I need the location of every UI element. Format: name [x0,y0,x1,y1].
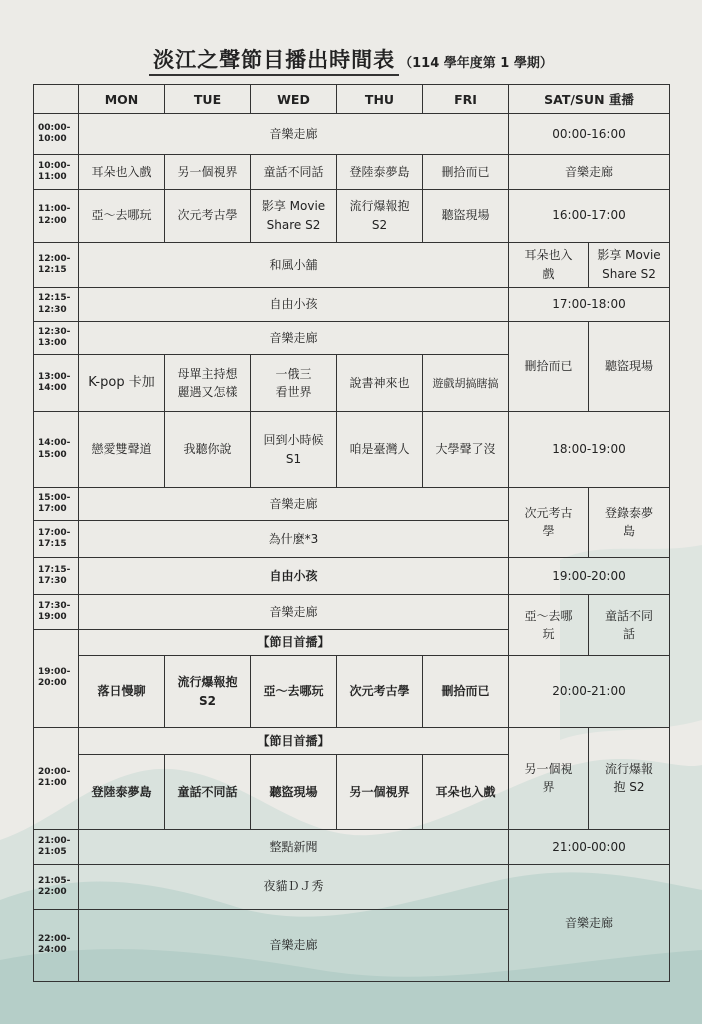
program-cell: 音樂走廊 [79,114,509,155]
program-cell: 流行爆報抱 S2 [165,656,251,727]
program-cell: 另一個視界 [337,755,423,830]
time-cell: 12:00- 12:15 [34,242,79,288]
weekend-slot: 音樂走廊 [509,155,670,190]
program-cell: 刪拾而已 [423,656,509,727]
time-cell: 12:30- 13:00 [34,321,79,355]
program-cell: 落日慢聊 [79,656,165,727]
schedule-table [33,84,670,982]
program-cell: 聽盜現場 [423,189,509,242]
time-cell: 21:00- 21:05 [34,830,79,865]
weekend-program: 耳朵也入 戲 [509,242,589,288]
weekend-program: 童話不同 話 [589,595,670,656]
time-cell: 21:05- 22:00 [34,864,79,909]
program-cell: 次元考古學 [337,656,423,727]
time-cell: 14:00- 15:00 [34,412,79,487]
row-1000 [34,155,670,190]
header-row [34,85,670,114]
header-tue: TUE [165,85,251,114]
row-1215 [34,288,670,322]
program-cell: 耳朵也入戲 [423,755,509,830]
weekend-slot: 00:00-16:00 [509,114,670,155]
time-cell: 00:00- 10:00 [34,114,79,155]
row-1900 [34,656,670,727]
weekend-slot: 21:00-00:00 [509,830,670,865]
row-1100 [34,189,670,242]
program-cell: 耳朵也入戲 [79,155,165,190]
row-1500 [34,487,670,521]
weekend-program: 次元考古 學 [509,487,589,557]
program-cell: 回到小時候 S1 [251,412,337,487]
program-cell: 登陸泰夢島 [337,155,423,190]
time-cell: 17:00- 17:15 [34,521,79,558]
time-cell: 22:00- 24:00 [34,909,79,981]
weekend-slot: 18:00-19:00 [509,412,670,487]
program-cell: 大學聲了沒 [423,412,509,487]
row-1230 [34,321,670,355]
program-cell: 音樂走廊 [79,321,509,355]
program-cell: 自由小孩 [79,557,509,595]
time-cell: 17:15- 17:30 [34,557,79,595]
program-cell: 次元考古學 [165,189,251,242]
time-cell: 12:15- 12:30 [34,288,79,322]
weekend-slot: 20:00-21:00 [509,656,670,727]
program-cell: 刪拾而已 [423,155,509,190]
program-cell: 另一個視界 [165,155,251,190]
program-cell: 為什麼*3 [79,521,509,558]
program-cell: 亞～去哪玩 [79,189,165,242]
time-cell: 13:00- 14:00 [34,355,79,412]
program-cell: 音樂走廊 [79,487,509,521]
header-fri: FRI [423,85,509,114]
program-cell: 童話不同話 [251,155,337,190]
program-cell: 一俄三 看世界 [251,355,337,412]
row-2100 [34,830,670,865]
weekend-slot: 16:00-17:00 [509,189,670,242]
program-cell: 夜貓ＤＪ秀 [79,864,509,909]
program-cell: 流行爆報抱 S2 [337,189,423,242]
subtitle-text: （114 學年度第 1 學期） [399,56,553,71]
program-cell: 整點新聞 [79,830,509,865]
row-1730 [34,595,670,630]
time-cell: 17:30- 19:00 [34,595,79,630]
weekend-program: 影享 Movie Share S2 [589,242,670,288]
weekend-program: 聽盜現場 [589,321,670,411]
time-cell: 15:00- 17:00 [34,487,79,521]
weekend-program: 刪拾而已 [509,321,589,411]
title-text: 淡江之聲節目播出時間表 [149,48,399,76]
program-cell: 說書神來也 [337,355,423,412]
program-cell: K-pop 卡加 [79,355,165,412]
program-cell: 音樂走廊 [79,909,509,981]
weekend-program: 登錄泰夢 島 [589,487,670,557]
time-cell: 10:00- 11:00 [34,155,79,190]
weekend-slot: 音樂走廊 [509,864,670,981]
row-1400 [34,412,670,487]
program-cell: 母單主持想 麗遇又怎樣 [165,355,251,412]
program-cell: 咱是臺灣人 [337,412,423,487]
header-thu: THU [337,85,423,114]
program-cell: 遊戲胡搞瞎搞 [423,355,509,412]
weekend-program: 亞～去哪 玩 [509,595,589,656]
row-1715 [34,557,670,595]
time-cell: 19:00- 20:00 [34,630,79,728]
time-cell: 20:00- 21:00 [34,727,79,830]
program-cell: 聽盜現場 [251,755,337,830]
premiere-label: 【節目首播】 [79,727,509,754]
header-wed: WED [251,85,337,114]
row-premiere-2 [34,727,670,754]
weekend-slot: 19:00-20:00 [509,557,670,595]
header-time [34,85,79,114]
program-cell: 自由小孩 [79,288,509,322]
premiere-label: 【節目首播】 [79,630,509,656]
header-mon: MON [79,85,165,114]
program-cell: 登陸泰夢島 [79,755,165,830]
program-cell: 戀愛雙聲道 [79,412,165,487]
weekend-program: 流行爆報 抱 S2 [589,727,670,830]
program-cell: 童話不同話 [165,755,251,830]
program-cell: 和風小舖 [79,242,509,288]
time-cell: 11:00- 12:00 [34,189,79,242]
program-cell: 我聽你說 [165,412,251,487]
weekend-slot: 17:00-18:00 [509,288,670,322]
weekend-program: 另一個視 界 [509,727,589,830]
row-0000 [34,114,670,155]
program-cell: 影享 Movie Share S2 [251,189,337,242]
program-cell: 音樂走廊 [79,595,509,630]
row-1200 [34,242,670,288]
header-satsun: SAT/SUN 重播 [509,85,670,114]
row-2105 [34,864,670,909]
program-cell: 亞～去哪玩 [251,656,337,727]
schedule-title [0,44,702,74]
